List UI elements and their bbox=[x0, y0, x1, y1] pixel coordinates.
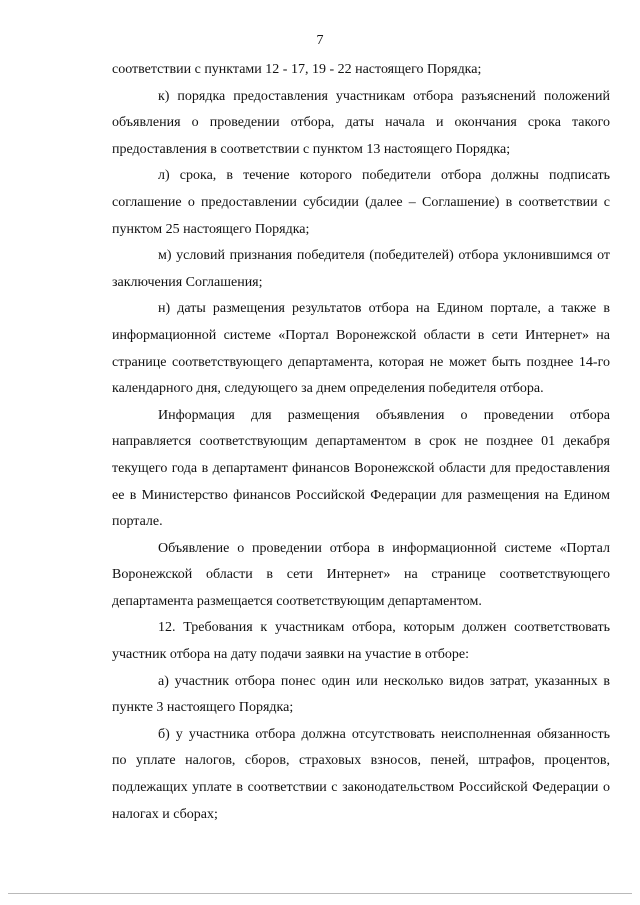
paragraph-continuation: соответствии с пунктами 12 - 17, 19 - 22 настоящего Порядка; bbox=[112, 62, 482, 77]
paragraph-item-l: л) срока, в течение которого победители отбора должны подписать соглашение о предоставлении субсидии (далее – Соглашение) в соответствии с пунктом 25 настоящего Порядка; bbox=[112, 168, 610, 237]
paragraph-item-n: н) даты размещения результатов отбора на Едином портале, а также в информационной системе «Портал Воронежской области в сети Интернет» на странице соответствующего департамента, которая не может быть позднее 14-го календарного дня, следующего за днем определения победителя отбора. bbox=[112, 301, 610, 397]
paragraph-item-b: б) у участника отбора должна отсутствовать неисполненная обязанность по уплате налогов, сборов, страховых взносов, пеней, штрафов, процентов, подлежащих уплате в соответствии с законодательством Российской Федерации о налогах и сборах; bbox=[112, 726, 610, 822]
paragraph-section-12: 12. Требования к участникам отбора, которым должен соответствовать участник отбора на дату подачи заявки на участие в отборе: bbox=[112, 620, 610, 663]
paragraph-item-k: к) порядка предоставления участникам отбора разъяснений положений объявления о проведении отбора, даты начала и окончания срока такого предоставления в соответствии с пунктом 13 настоящего Порядка; bbox=[112, 88, 610, 157]
paragraph-item-a: а) участник отбора понес один или несколько видов затрат, указанных в пункте 3 настоящего Порядка; bbox=[112, 673, 610, 716]
paragraph-item-m: м) условий признания победителя (победителей) отбора уклонившимся от заключения Соглашения; bbox=[112, 248, 610, 290]
page-bottom-divider bbox=[8, 893, 632, 894]
page-number: 7 bbox=[316, 33, 324, 48]
paragraph-announcement: Объявление о проведении отбора в информационной системе «Портал Воронежской области в сети Интернет» на странице соответствующего департамента размещается соответствующим департаментом. bbox=[112, 540, 610, 609]
document-body bbox=[112, 57, 610, 828]
paragraph-information: Информация для размещения объявления о проведении отбора направляется соответствующим департаментом в срок не позднее 01 декабря текущего года в департамент финансов Воронежской области для предоставления ее в Министерство финансов Российской Федерации для размещения на Едином портале. bbox=[112, 407, 610, 530]
